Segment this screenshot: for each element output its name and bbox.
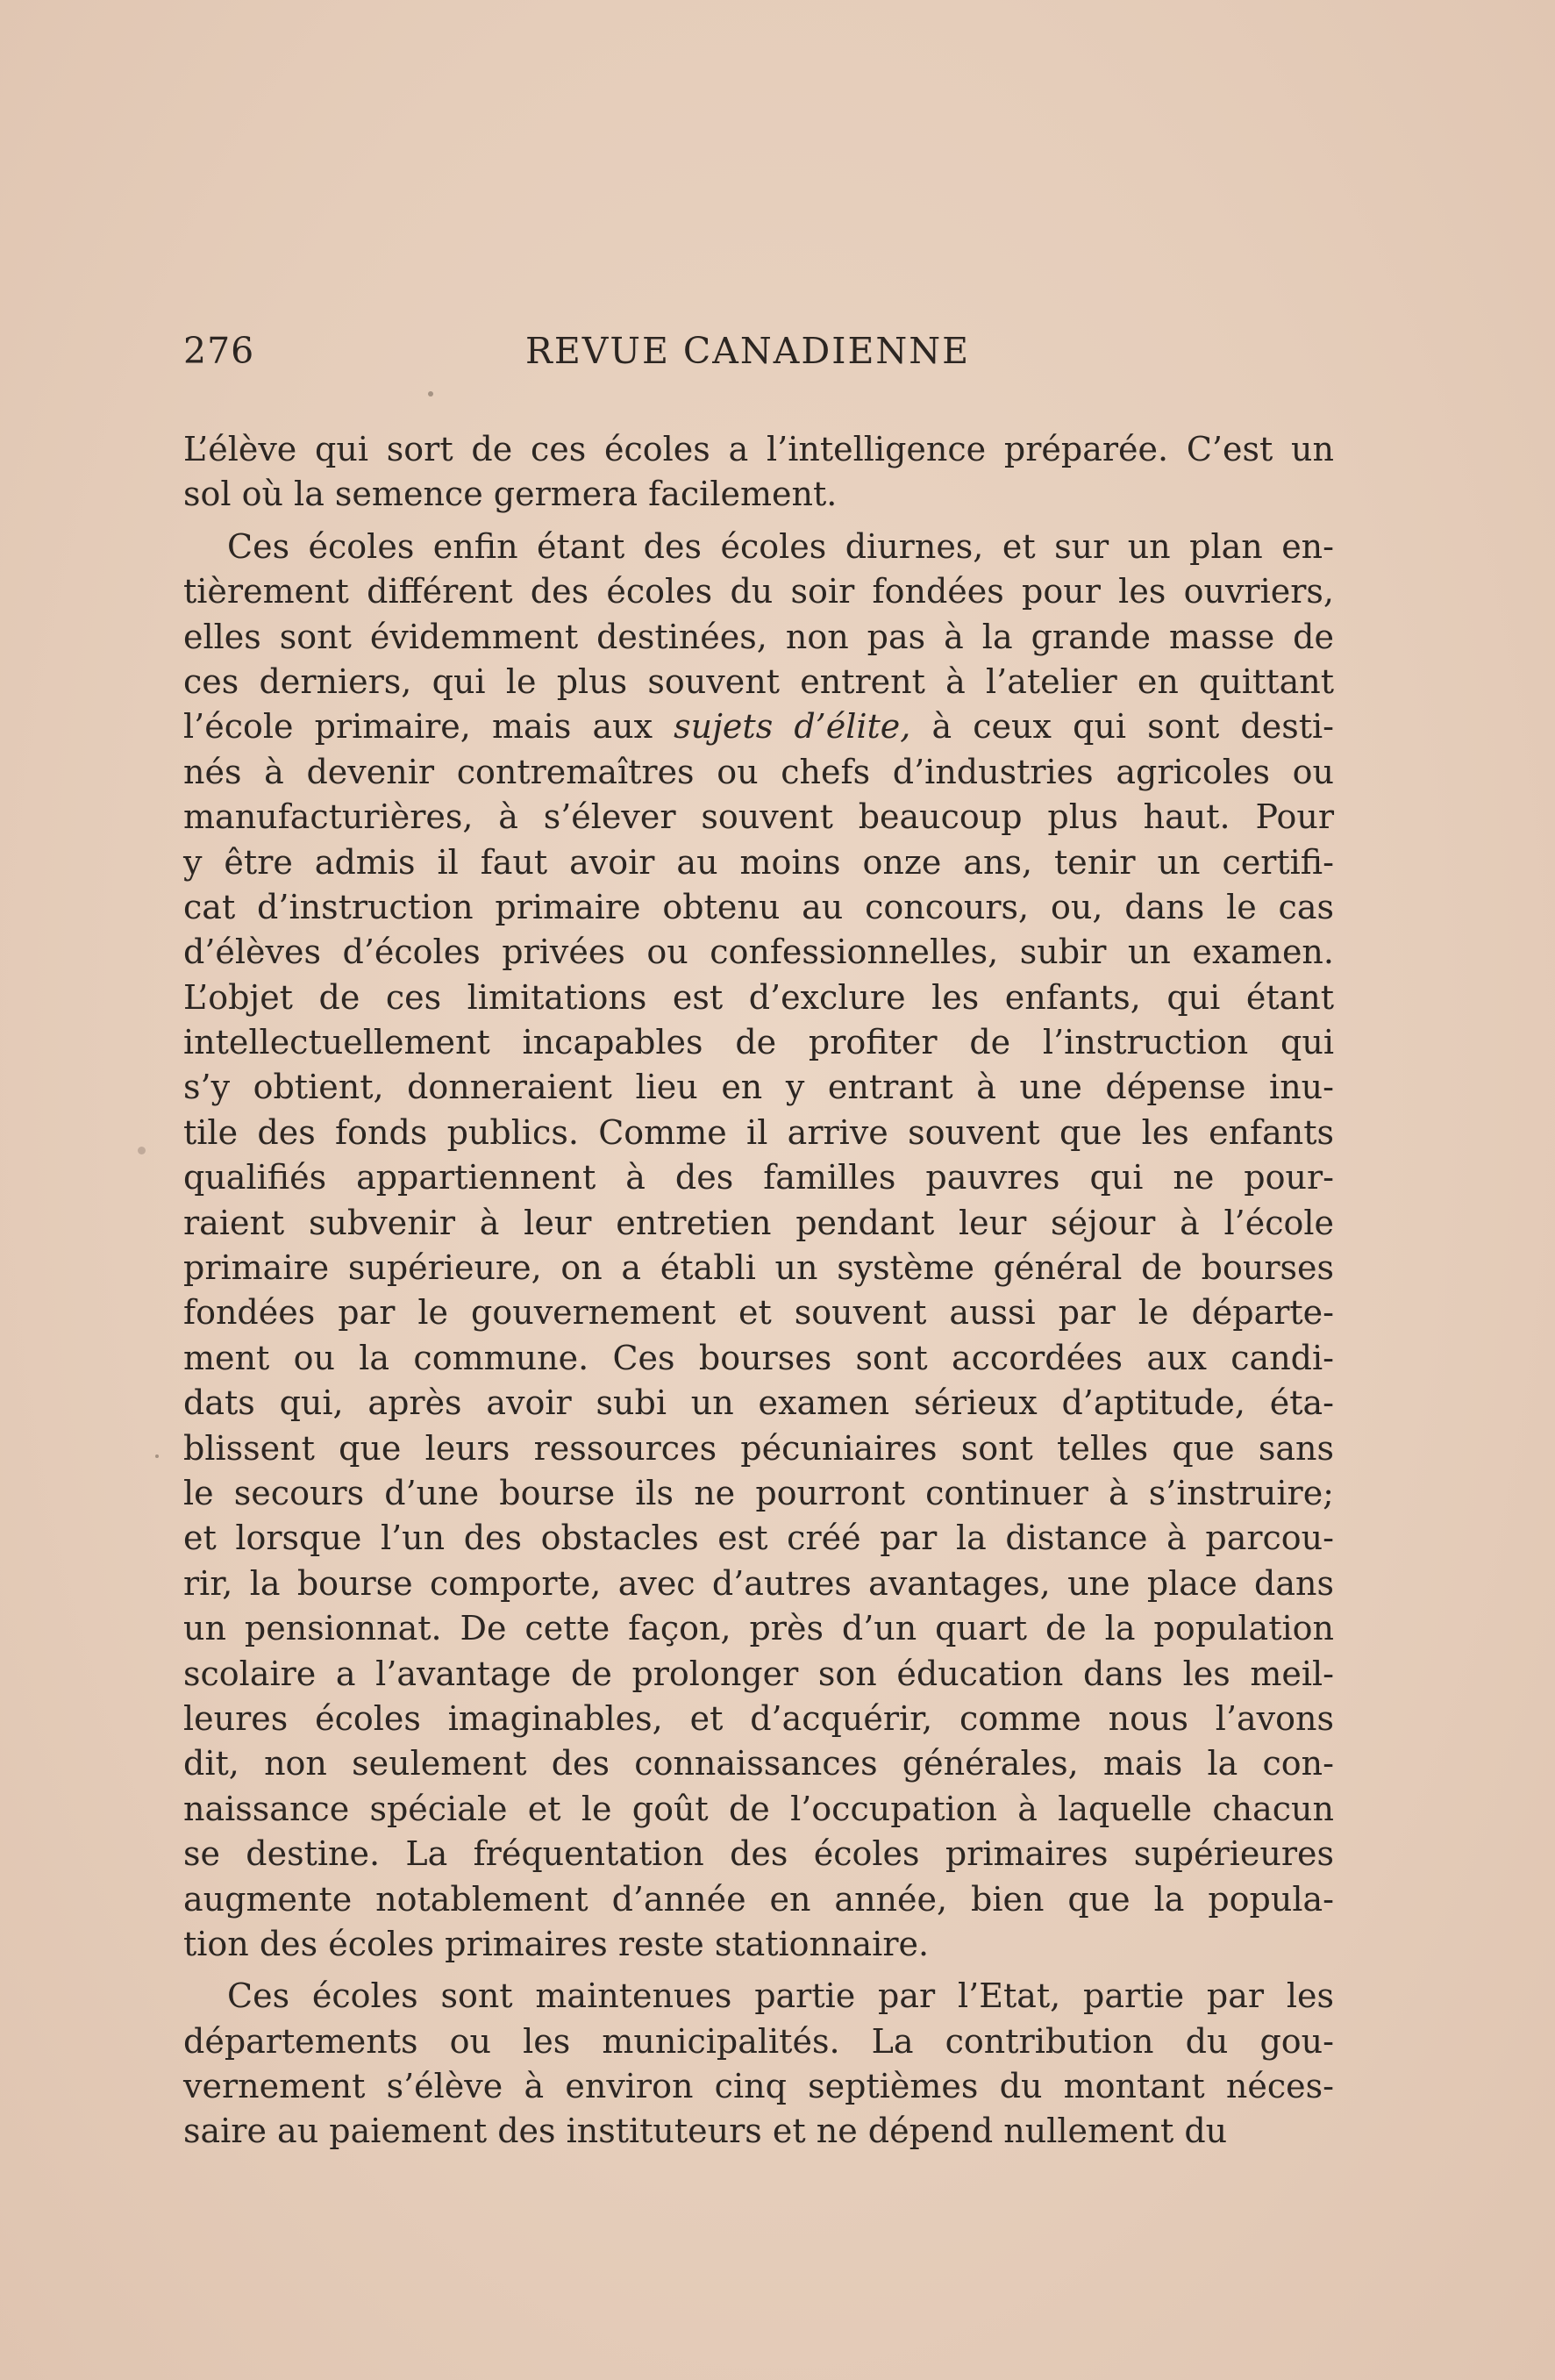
text-line: primaire supérieure, on a établi un système général de bourses bbox=[183, 1248, 1334, 1288]
text-line: se destine. La fréquentation des écoles primaires supérieures bbox=[183, 1834, 1334, 1874]
text-line: raient subvenir à leur entretien pendant leur séjour à l’école bbox=[183, 1203, 1334, 1242]
text-line: manufacturières, à s’élever souvent beaucoup plus haut. Pour bbox=[183, 797, 1334, 837]
text-line: Ces écoles sont maintenues partie par l’Etat, partie par les bbox=[227, 1976, 1334, 2016]
text-line: tile des fonds publics. Comme il arrive souvent que les enfants bbox=[183, 1112, 1334, 1152]
paragraph-gap bbox=[183, 518, 1334, 525]
text-line: le secours d’une bourse ils ne pourront continuer à s’instruire; bbox=[183, 1473, 1334, 1512]
text-line: d’élèves d’écoles privées ou confessionnelles, subir un examen. bbox=[183, 933, 1334, 972]
running-header bbox=[183, 325, 1334, 377]
text-line: rir, la bourse comporte, avec d’autres avantages, une place dans bbox=[183, 1563, 1334, 1603]
text-line: naissance spéciale et le goût de l’occupation à laquelle chacun bbox=[183, 1789, 1334, 1828]
text-line: ces derniers, qui le plus souvent entrent à l’atelier en quittant bbox=[183, 661, 1334, 701]
text-line: fondées par le gouvernement et souvent aussi par le départe- bbox=[183, 1293, 1334, 1333]
text-line: tièrement différent des écoles du soir fondées pour les ouvriers, bbox=[183, 572, 1334, 611]
text-line: y être admis il faut avoir au moins onze ans, tenir un certifi- bbox=[183, 842, 1334, 882]
text-line: elles sont évidemment destinées, non pas à la grande masse de bbox=[183, 617, 1334, 656]
text-line: cat d’instruction primaire obtenu au concours, ou, dans le cas bbox=[183, 887, 1334, 926]
text-line: et lorsque l’un des obstacles est créé par la distance à parcou- bbox=[183, 1519, 1334, 1558]
text-line: saire au paiement des instituteurs et ne dépend nullement du bbox=[183, 2112, 1228, 2151]
text-line: un pensionnat. De cette façon, près d’un quart de la population bbox=[183, 1609, 1334, 1648]
text-line: dats qui, après avoir subi un examen sérieux d’aptitude, éta- bbox=[183, 1383, 1334, 1423]
body-text bbox=[183, 427, 1334, 2155]
text-line: nés à devenir contremaîtres ou chefs d’industries agricoles ou bbox=[183, 752, 1334, 791]
text-line: scolaire a l’avantage de prolonger son éducation dans les meil- bbox=[183, 1654, 1334, 1693]
text-line: départements ou les municipalités. La contribution du gou- bbox=[183, 2021, 1334, 2061]
print-speck bbox=[428, 391, 433, 397]
text-line: qualifiés appartiennent à des familles pauvres qui ne pour- bbox=[183, 1158, 1334, 1197]
paragraph-gap bbox=[183, 1967, 1334, 1974]
print-speck bbox=[138, 1147, 146, 1154]
text-line: l’école primaire, mais aux sujets d’élite, à ceux qui sont desti- bbox=[183, 707, 1334, 747]
text-line: intellectuellement incapables de profiter de l’instruction qui bbox=[183, 1023, 1334, 1062]
text-line: vernement s’élève à environ cinq septièmes du montant néces- bbox=[183, 2067, 1334, 2106]
text-line: ment ou la commune. Ces bourses sont accordées aux candi- bbox=[183, 1338, 1334, 1377]
text-line: blissent que leurs ressources pécuniaires sont telles que sans bbox=[183, 1428, 1334, 1468]
text-line: sol où la semence germera facilement. bbox=[183, 475, 838, 514]
text-line: augmente notablement d’année en année, bien que la popula- bbox=[183, 1879, 1334, 1919]
text-line: Ces écoles enfin étant des écoles diurnes, et sur un plan en- bbox=[227, 526, 1334, 566]
text-line: L’objet de ces limitations est d’exclure les enfants, qui étant bbox=[183, 977, 1334, 1017]
journal-title: REVUE CANADIENNE bbox=[525, 330, 971, 372]
text-line: s’y obtient, donneraient lieu en y entrant à une dépense inu- bbox=[183, 1068, 1334, 1107]
italic-phrase: sujets d’élite, bbox=[674, 707, 911, 747]
text-line: leures écoles imaginables, et d’acquérir, comme nous l’avons bbox=[183, 1698, 1334, 1738]
print-speck bbox=[155, 1454, 159, 1458]
page-number: 276 bbox=[183, 330, 255, 372]
text-line: L’élève qui sort de ces écoles a l’intelligence préparée. C’est un bbox=[183, 430, 1334, 468]
text-line: dit, non seulement des connaissances générales, mais la con- bbox=[183, 1744, 1334, 1783]
text-line: tion des écoles primaires reste stationnaire. bbox=[183, 1924, 930, 1963]
